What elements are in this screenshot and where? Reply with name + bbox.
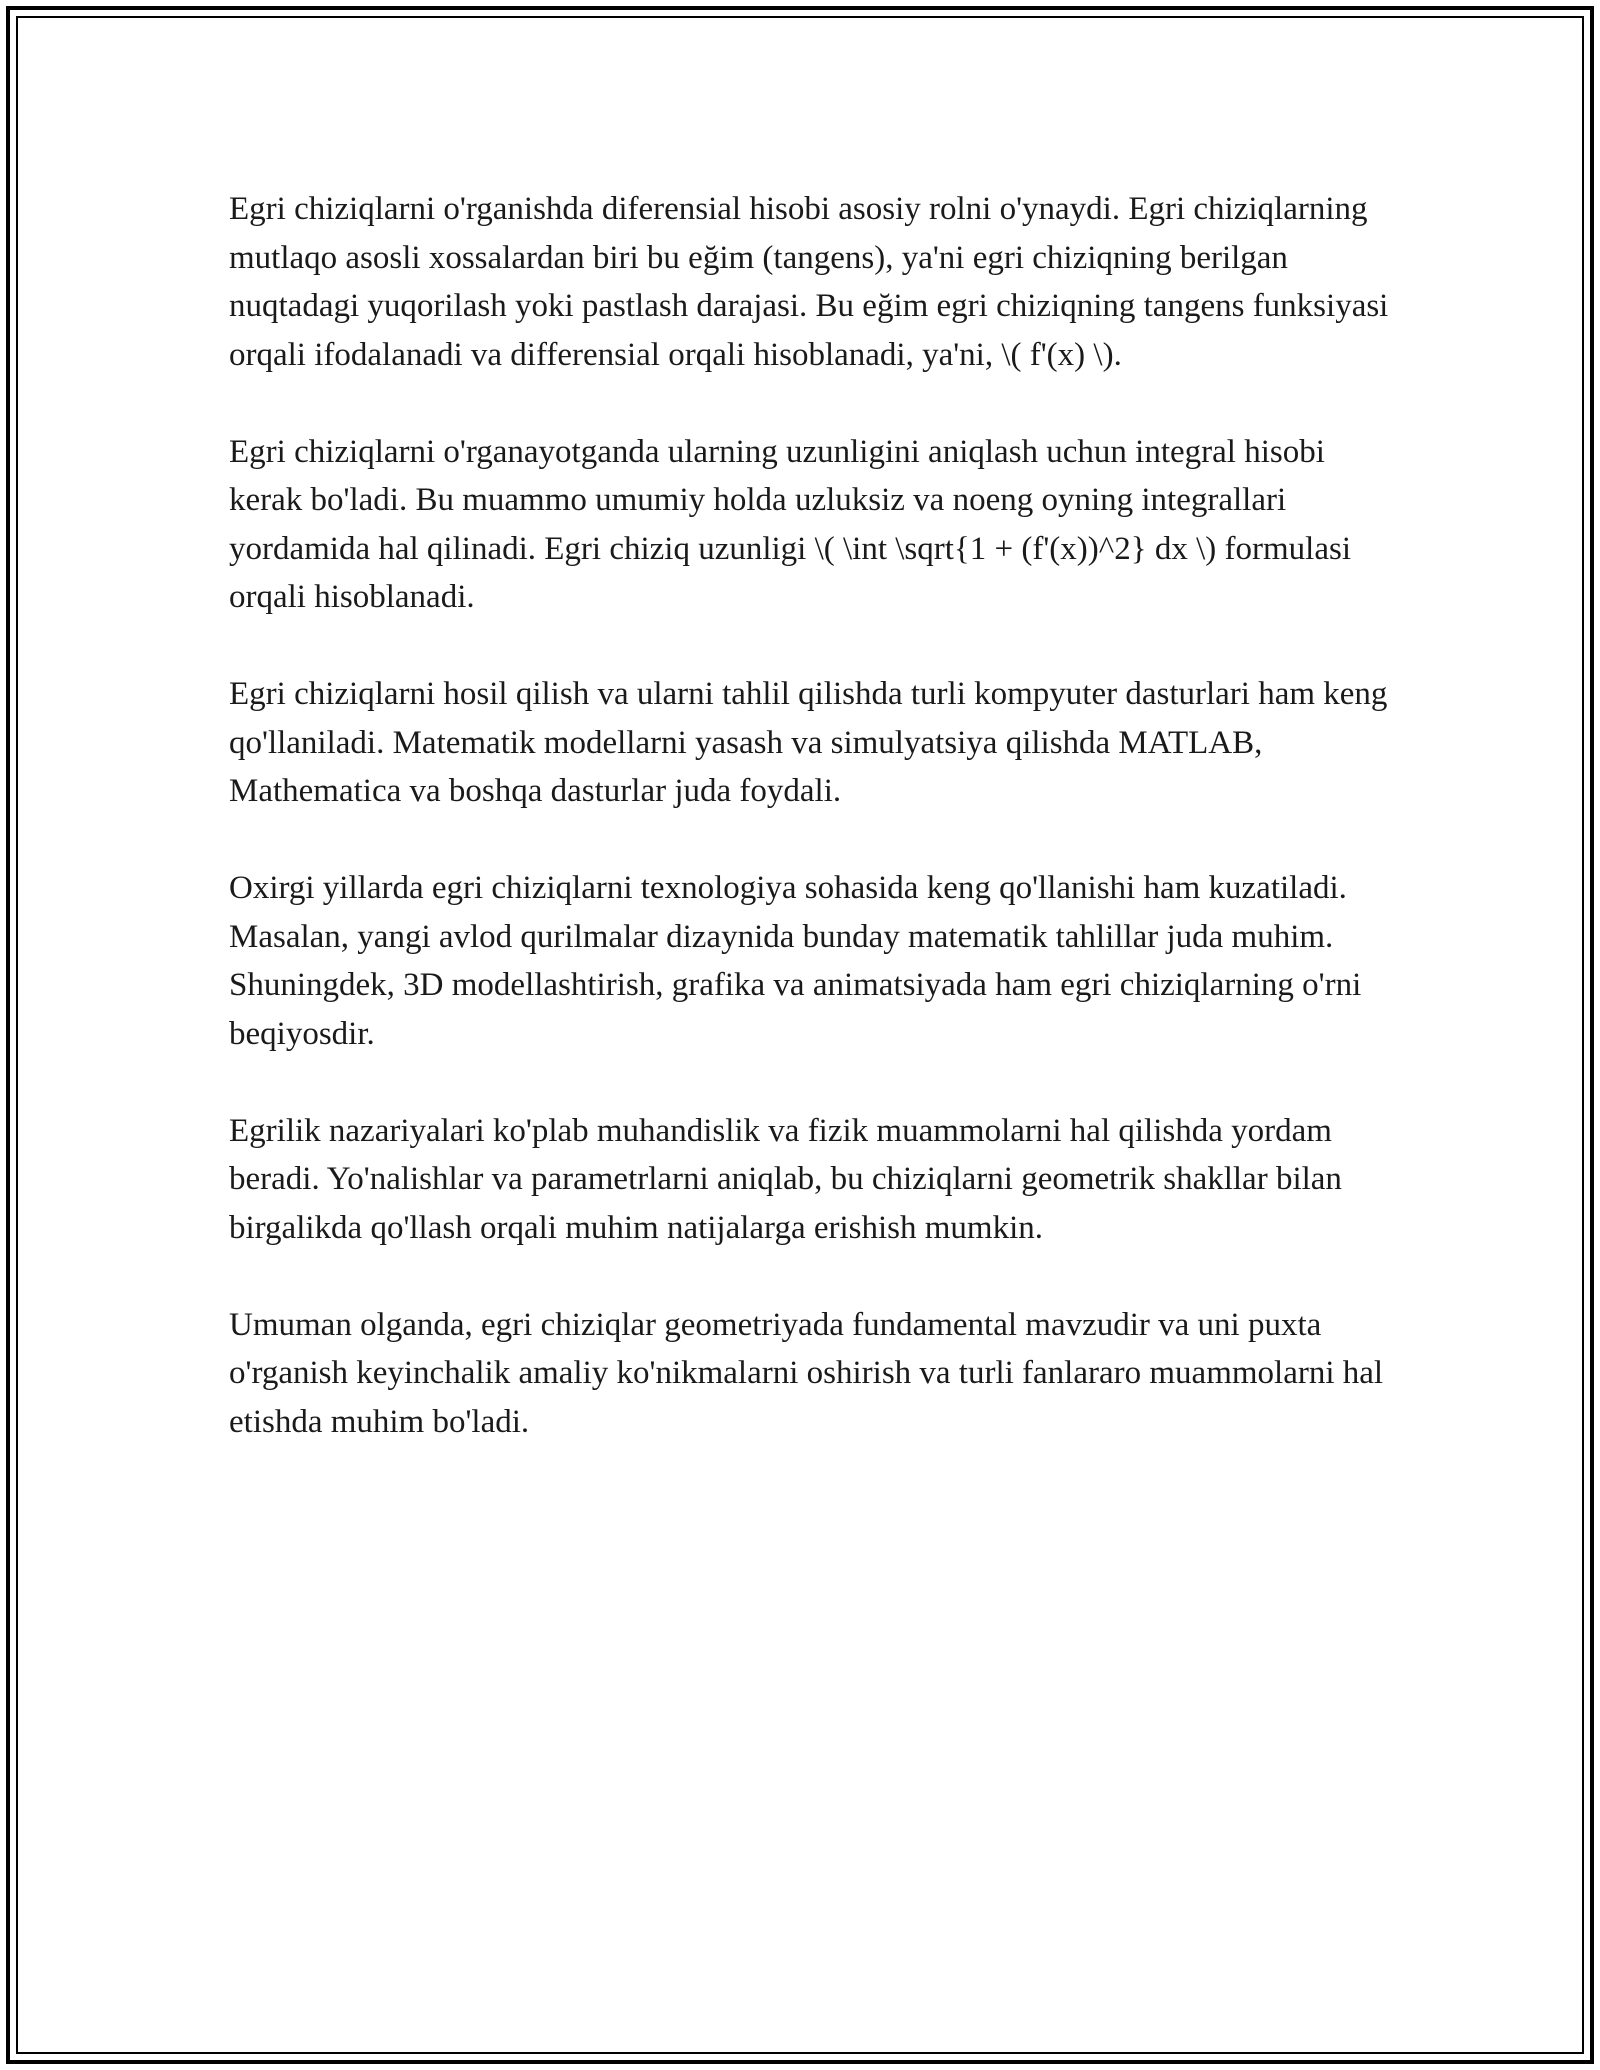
paragraph-5: Egrilik nazariyalari ko'plab muhandislik va fizik muammolarni hal qilishda yordam beradi. Yo'nalishlar va parametrlarni aniqlab, bu chiziqlarni geometrik shakllar bilan birgalikda qo'llash orqali muhim natijalarga erishish mumkin. <box>229 1112 1342 1246</box>
document-body <box>229 185 1389 1495</box>
paragraph-2: Egri chiziqlarni o'rganayotganda ularning uzunligini aniqlash uchun integral hisobi kerak bo'ladi. Bu muammo umumiy holda uzluksiz va noeng oyning integrallari yordamida hal qilinadi. Egri chiziq uzunligi \( \int \sqrt{1 + (f'(x))^2} dx \) formulasi orqali hisoblanadi. <box>229 433 1351 615</box>
paragraph-6: Umuman olganda, egri chiziqlar geometriyada fundamental mavzudir va uni puxta o'rganish keyinchalik amaliy ko'nikmalarni oshirish va turli fanlararo muammolarni hal etishda muhim bo'ladi. <box>229 1306 1384 1440</box>
paragraph-4: Oxirgi yillarda egri chiziqlarni texnologiya sohasida keng qo'llanishi ham kuzatiladi. Masalan, yangi avlod qurilmalar dizaynida bunday matematik tahlillar juda muhim. Shuningdek, 3D modellashtirish, grafika va animatsiyada ham egri chiziqlarning o'rni beqiyosdir. <box>229 870 1362 1052</box>
paragraph-3: Egri chiziqlarni hosil qilish va ularni tahlil qilishda turli kompyuter dasturlari ham keng qo'llaniladi. Matematik modellarni yasash va simulyatsiya qilishda MATLAB, Mathematica va boshqa dasturlar juda foydali. <box>229 676 1388 809</box>
paragraph-1: Egri chiziqlarni o'rganishda diferensial hisobi asosiy rolni o'ynaydi. Egri chiziqlarning mutlaqo asosli xossalardan biri bu eğim (tangens), ya'ni egri chiziqning berilgan nuqtadagi yuqorilash yoki pastlash darajasi. Bu eğim egri chiziqning tangens funksiyasi orqali ifodalanadi va differensial orqali hisoblanadi, ya'ni, \( f'(x) \). <box>229 191 1389 373</box>
